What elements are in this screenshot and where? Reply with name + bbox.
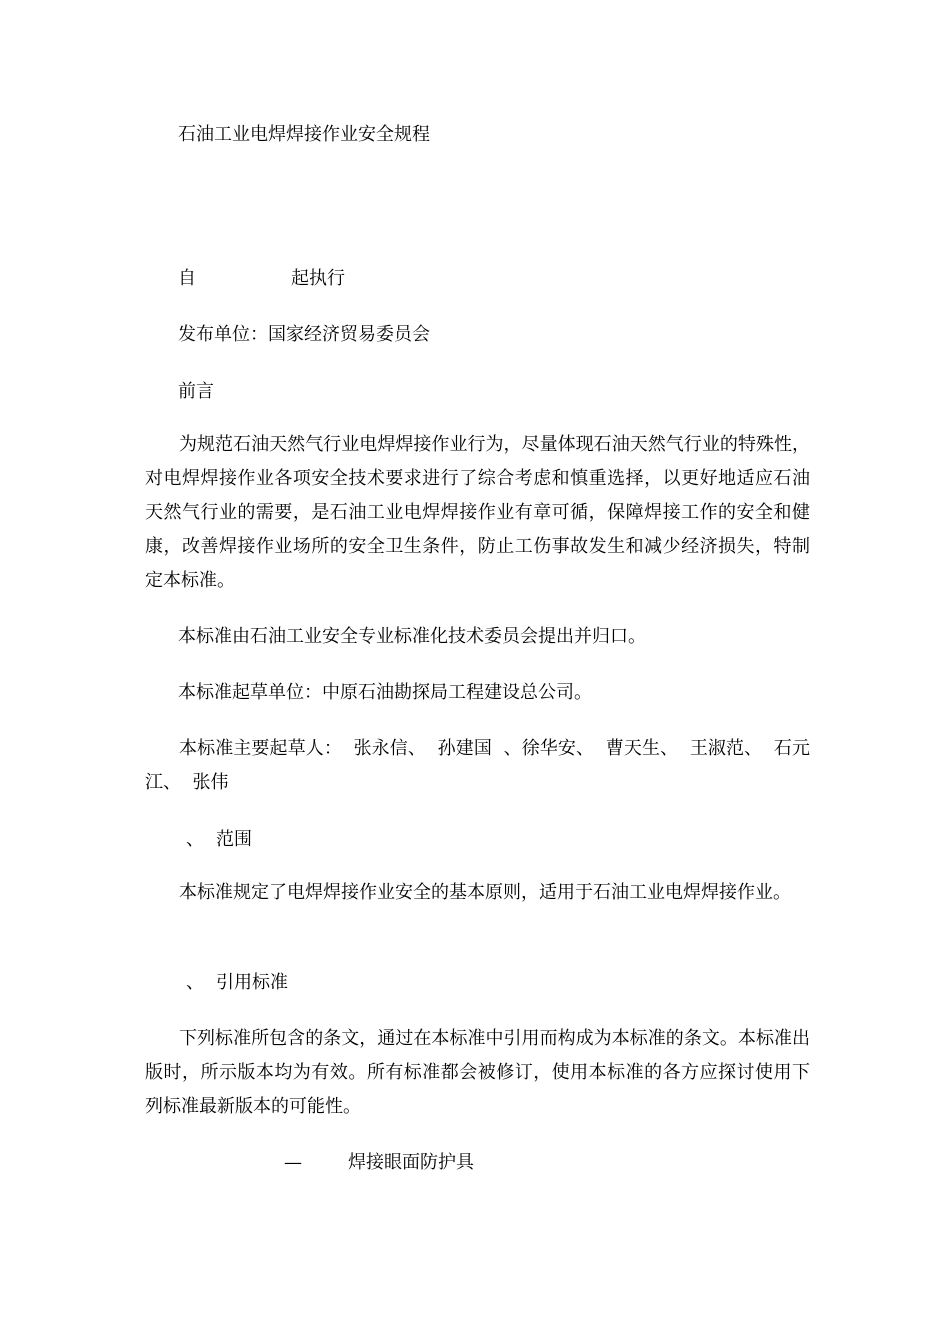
section-2-marker: 、 xyxy=(186,972,204,993)
drafting-unit-line: 本标准起草单位：中原石油勘探局工程建设总公司。 xyxy=(178,682,592,703)
references-paragraph: 下列标准所包含的条文，通过在本标准中引用而构成为本标准的条文。本标准出版时，所示版本均为有效。所有标准都会被修订，使用本标准的各方应探讨使用下列标准最新版本的可能性。 xyxy=(145,1028,810,1117)
publisher-line: 发布单位：国家经济贸易委员会 xyxy=(178,324,430,345)
foreword-paragraph: 为规范石油天然气行业电焊焊接作业行为，尽量体现石油天然气行业的特殊性，对电焊焊接作业各项安全技术要求进行了综合考虑和慎重选择，以更好地适应石油天然气行业的需要，是石油工业电焊焊接作业有章可循，保障焊接工作的安全和健康，改善焊接作业场所的安全卫生条件，防止工伤事故发生和减少经济损失，特制定本标准。 xyxy=(145,434,810,591)
reference-dash: — xyxy=(284,1152,302,1173)
reference-title: 焊接眼面防护具 xyxy=(348,1152,474,1173)
section-2-title: 引用标准 xyxy=(216,972,288,993)
proposed-by-line: 本标准由石油工业安全专业标准化技术委员会提出并归口。 xyxy=(178,626,646,647)
effective-date-line xyxy=(178,264,345,294)
drafters-paragraph: 本标准主要起草人： 张永信、 孙建国 、徐华安、 曹天生、 王淑范、 石元江、 张伟 xyxy=(145,738,810,793)
foreword-heading: 前言 xyxy=(178,381,214,402)
effective-prefix: 自 xyxy=(178,268,196,289)
reference-item xyxy=(284,1148,474,1178)
section-1-title: 范围 xyxy=(216,829,252,850)
section-2-heading xyxy=(186,968,288,998)
effective-suffix: 起执行 xyxy=(291,268,345,289)
document-title: 石油工业电焊焊接作业安全规程 xyxy=(178,124,430,145)
section-1-heading xyxy=(186,825,252,855)
scope-paragraph: 本标准规定了电焊焊接作业安全的基本原则，适用于石油工业电焊焊接作业。 xyxy=(179,882,791,903)
section-1-marker: 、 xyxy=(186,829,204,850)
